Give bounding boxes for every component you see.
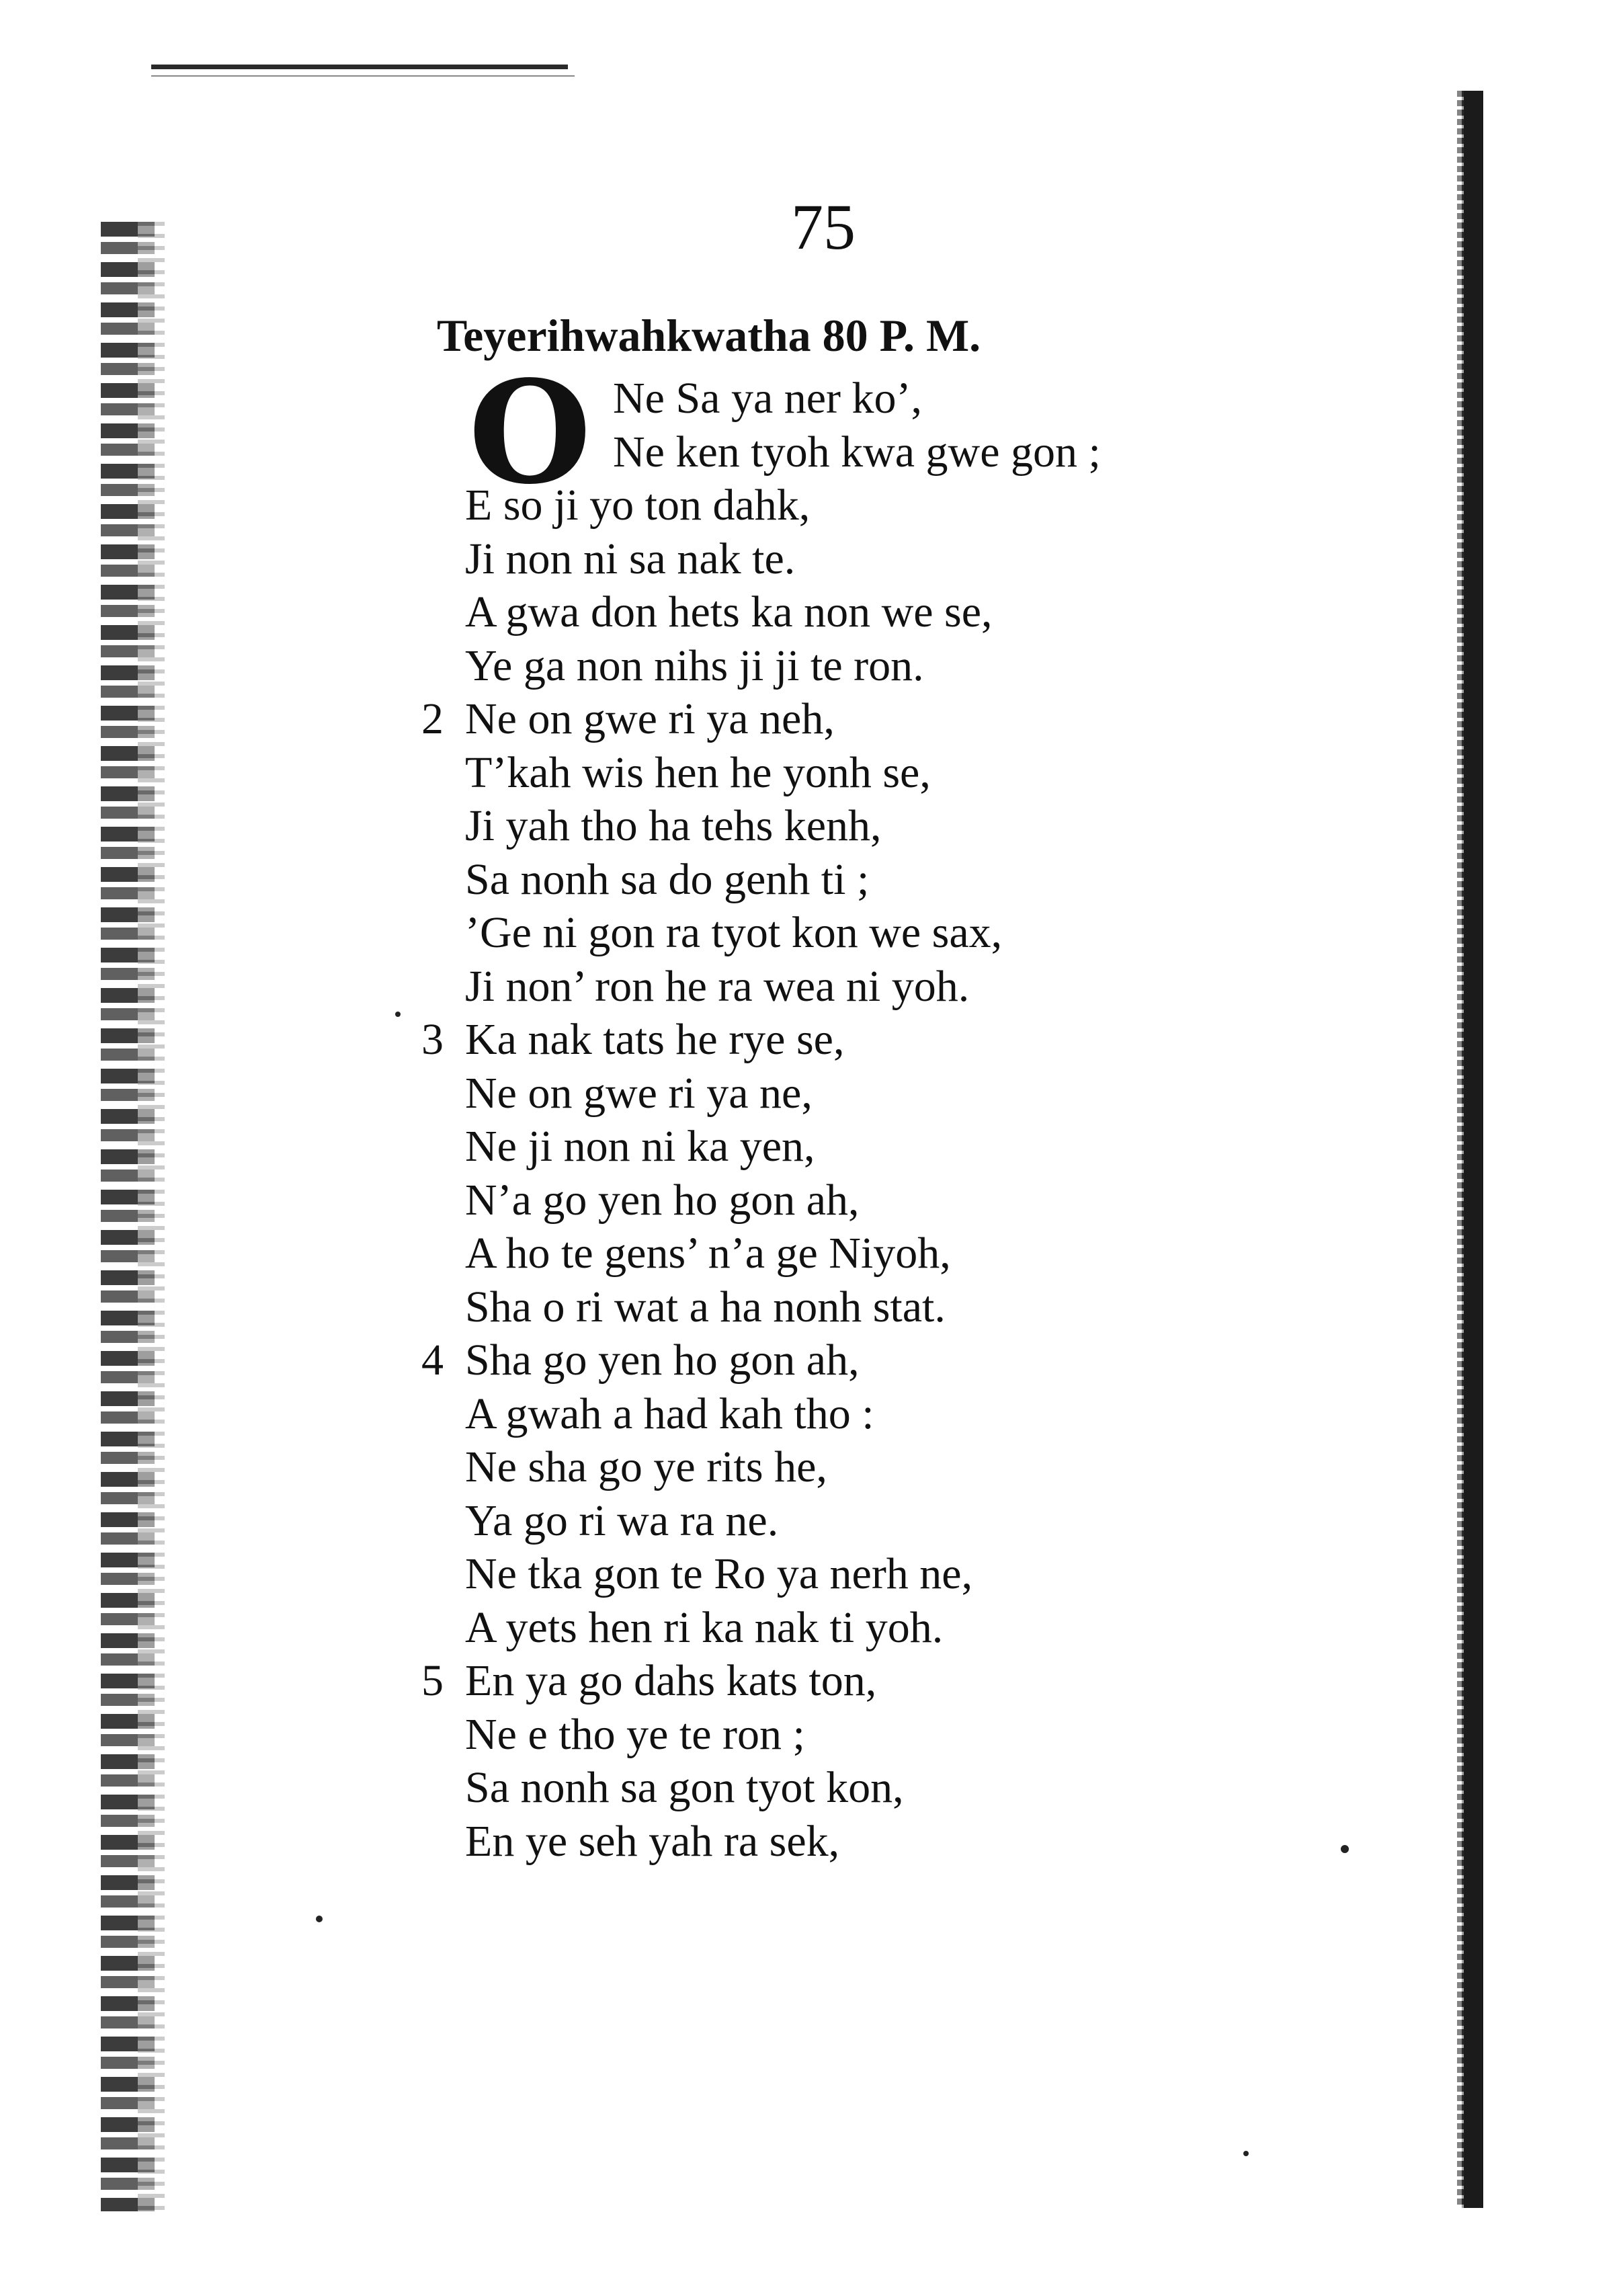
scan-speck	[316, 1916, 323, 1922]
scan-speck	[395, 1012, 401, 1017]
verse-line: Ne ken tyoh kwa gwe gon ;	[613, 427, 1101, 477]
verse-line: Sa nonh sa do genh ti ;	[465, 855, 870, 904]
verse-line: Sa nonh sa gon tyot kon,	[465, 1763, 904, 1812]
scan-right-edge-noise	[1457, 91, 1464, 2208]
verse-line: Ya go ri wa ra ne.	[465, 1496, 779, 1545]
scan-speck	[1243, 2151, 1249, 2156]
verse-number: 4	[421, 1336, 444, 1385]
drop-cap: O	[468, 350, 591, 516]
verse-line: Ji non’ ron he ra wea ni yoh.	[465, 962, 970, 1011]
verse-line: Sha go yen ho gon ah,	[465, 1336, 860, 1385]
verse-line: Ne e tho ye te ron ;	[465, 1710, 805, 1759]
verse-line: N’a go yen ho gon ah,	[465, 1176, 860, 1225]
hymn-title: Teyerihwahkwatha 80 P. M.	[437, 310, 981, 361]
verse-number: 3	[421, 1015, 444, 1064]
verse-line: Ne on gwe ri ya neh,	[465, 694, 835, 743]
verse-line: Ne sha go ye rits he,	[465, 1442, 827, 1491]
scan-left-edge-noise	[138, 222, 165, 2211]
verse-line: Ye ga non nihs ji ji te ron.	[465, 641, 924, 690]
scan-top-rule	[151, 65, 568, 69]
verse-line: A yets hen ri ka nak ti yoh.	[465, 1603, 944, 1652]
verse-number: 5	[421, 1656, 444, 1705]
verse-line: Ji yah tho ha tehs kenh,	[465, 801, 882, 850]
verse-line: Ne ji non ni ka yen,	[465, 1122, 815, 1171]
verse-line: A gwa don hets ka non we se,	[465, 587, 993, 637]
verse-line: Ne tka gon te Ro ya nerh ne,	[465, 1549, 973, 1598]
verse-line: A gwah a had kah tho :	[465, 1389, 874, 1438]
scan-right-page-edge	[1462, 91, 1483, 2208]
verse-line: Ji non ni sa nak te.	[465, 534, 796, 583]
verse-line: En ye seh yah ra sek,	[465, 1817, 840, 1866]
verse-line: A ho te gens’ n’a ge Niyoh,	[465, 1229, 951, 1278]
verse-line: ’Ge ni gon ra tyot kon we sax,	[465, 908, 1003, 957]
scan-top-rule-shadow	[151, 75, 575, 77]
verse-line: E so ji yo ton dahk,	[465, 481, 811, 530]
verse-line: T’kah wis hen he yonh se,	[465, 748, 931, 797]
verse-line: Ne on gwe ri ya ne,	[465, 1069, 813, 1118]
verse-line: Ka nak tats he rye se,	[465, 1015, 845, 1064]
verse-line: En ya go dahs kats ton,	[465, 1656, 877, 1705]
page-number: 75	[791, 191, 856, 263]
scan-speck	[1341, 1845, 1349, 1853]
verse-number: 2	[421, 694, 444, 743]
verse-line: Ne Sa ya ner ko’,	[613, 374, 923, 423]
verse-line: Sha o ri wat a ha nonh stat.	[465, 1282, 946, 1331]
